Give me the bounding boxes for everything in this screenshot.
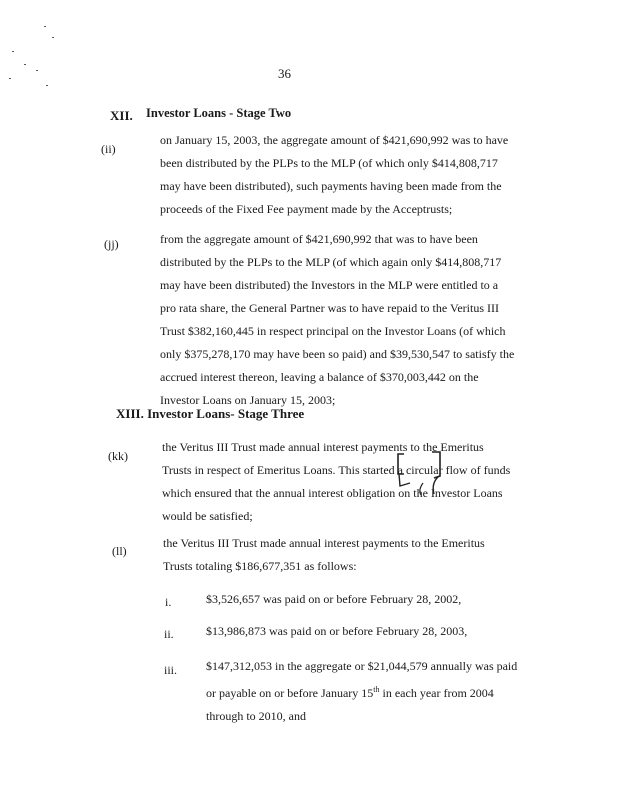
section-12-title: Investor Loans - Stage Two <box>146 106 292 120</box>
para-line: Trusts totaling $186,677,351 as follows: <box>163 559 357 573</box>
para-line: the Veritus III Trust made annual interest payments to the Emeritus <box>163 536 485 550</box>
para-line: may have been distributed), such payments having been made from the <box>160 179 502 193</box>
para-line: would be satisfied; <box>162 509 253 523</box>
para-line: pro rata share, the General Partner was to have repaid to the Veritus III <box>160 301 499 315</box>
para-line: $13,986,873 was paid on or before February 28, 2003, <box>206 624 468 638</box>
para-line: Trust $382,160,445 in respect principal on the Investor Loans (of which <box>160 324 506 338</box>
para-line: which ensured that the annual interest obligation on the Investor Loans <box>162 486 503 500</box>
page-number: 36 <box>278 66 291 81</box>
para-line: may have been distributed) the Investors in the MLP were entitled to a <box>160 278 499 292</box>
sub-item-i <box>206 588 461 611</box>
para-line: on January 15, 2003, the aggregate amount of $421,690,992 was to have <box>160 133 509 147</box>
para-jj-marker: (jj) <box>104 237 119 251</box>
section-13-title: XIII. Investor Loans- Stage Three <box>116 406 305 421</box>
para-line: or payable on or before January 15th in each year from 2004 <box>206 685 494 700</box>
para-ii-marker: (ii) <box>101 142 116 156</box>
sub-item-iii <box>206 655 517 728</box>
para-line: Trusts in respect of Emeritus Loans. This started a circular flow of funds <box>162 463 511 477</box>
para-line: $147,312,053 in the aggregate or $21,044,579 annually was paid <box>206 659 518 673</box>
para-line: Investor Loans on January 15, 2003; <box>160 393 336 407</box>
para-ll-marker: (ll) <box>112 544 127 558</box>
para-kk-marker: (kk) <box>108 449 128 463</box>
sub-item-i-marker: i. <box>165 595 172 609</box>
para-line: through to 2010, and <box>206 709 306 723</box>
section-12-numeral: XII. <box>110 108 133 123</box>
para-ll <box>163 532 485 578</box>
para-line: proceeds of the Fixed Fee payment made by the Acceptrusts; <box>160 202 453 216</box>
sub-item-ii <box>206 620 467 643</box>
sub-item-ii-marker: ii. <box>164 627 174 641</box>
para-line: been distributed by the PLPs to the MLP (of which only $414,808,717 <box>160 156 498 170</box>
para-line: the Veritus III Trust made annual interest payments to the Emeritus <box>162 440 484 454</box>
sub-item-iii-marker: iii. <box>164 663 178 677</box>
para-line: only $375,278,170 may have been so paid) and $39,530,547 to satisfy the <box>160 347 515 361</box>
para-line: accrued interest thereon, leaving a balance of $370,003,442 on the <box>160 370 479 384</box>
para-line: from the aggregate amount of $421,690,992 that was to have been <box>160 232 478 246</box>
para-line: distributed by the PLPs to the MLP (of which again only $414,808,717 <box>160 255 502 269</box>
para-line: $3,526,657 was paid on or before February 28, 2002, <box>206 592 462 606</box>
